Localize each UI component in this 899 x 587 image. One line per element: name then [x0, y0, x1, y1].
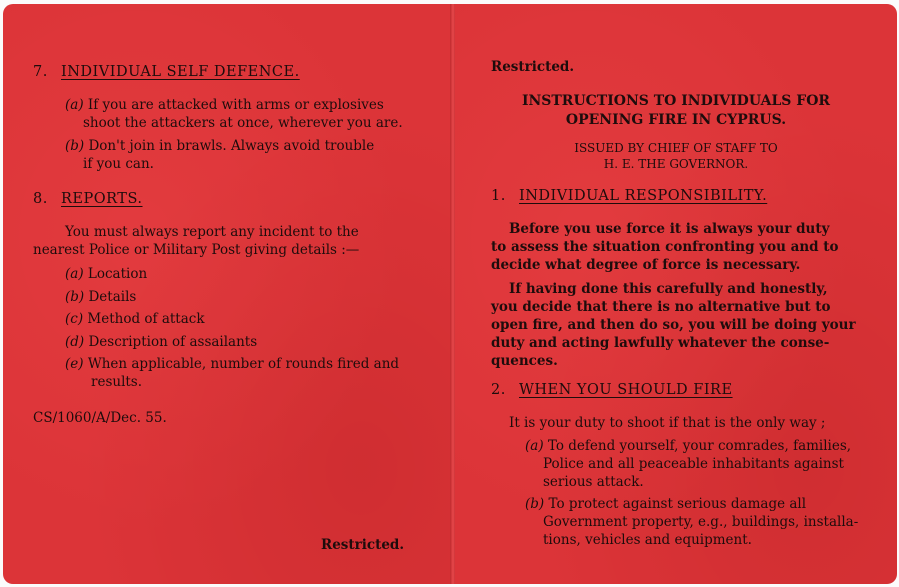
- section-2-item-a-cont-2: serious attack.: [543, 474, 644, 490]
- section-2-heading: 2. WHEN YOU SHOULD FIRE: [491, 382, 733, 398]
- section-7-item-b-cont: if you can.: [83, 156, 154, 172]
- issued-by: [455, 140, 897, 172]
- section-2-title: WHEN YOU SHOULD FIRE: [519, 382, 733, 398]
- issued-by-line-2: H. E. THE GOVERNOR.: [603, 157, 749, 171]
- reference-code: CS/1060/A/Dec. 55.: [33, 410, 167, 426]
- issued-by-line-1: ISSUED BY CHIEF OF STAFF TO: [574, 141, 778, 155]
- section-8-item-a: (a) Location: [65, 266, 148, 282]
- section-1-para-1-line-3: decide what degree of force is necessary.: [491, 257, 801, 273]
- left-page: [3, 4, 451, 584]
- section-7-title: INDIVIDUAL SELF DEFENCE.: [61, 64, 300, 80]
- section-1-para-1-line-2: to assess the situation confronting you and to: [491, 239, 839, 255]
- section-2-item-b-cont-1: Government property, e.g., buildings, installa-: [543, 514, 859, 530]
- section-1-heading: 1. INDIVIDUAL RESPONSIBILITY.: [491, 188, 768, 204]
- section-8-item-b: (b) Details: [65, 289, 137, 305]
- section-8-intro-line-2: nearest Police or Military Post giving details :—: [33, 242, 360, 258]
- right-page: [455, 4, 897, 584]
- section-1-para-2-line-3: open fire, and then do so, you will be doing your: [491, 317, 856, 333]
- section-7-item-a-cont: shoot the attackers at once, wherever you are.: [83, 115, 403, 131]
- item-line: If you are attacked with arms or explosives: [87, 97, 384, 113]
- section-2-item-a-cont-1: Police and all peaceable inhabitants against: [543, 456, 844, 472]
- section-8-item-c: (c) Method of attack: [65, 311, 205, 327]
- section-1-para-2-line-1: If having done this carefully and honestly,: [509, 281, 828, 297]
- item-line: Don't join in brawls. Always avoid trouble: [88, 138, 375, 154]
- section-1-title: INDIVIDUAL RESPONSIBILITY.: [519, 188, 768, 204]
- section-8-title: REPORTS.: [61, 191, 143, 207]
- section-8-intro-line-1: You must always report any incident to the: [65, 224, 359, 240]
- section-7-heading: 7. INDIVIDUAL SELF DEFENCE.: [33, 64, 300, 80]
- section-2-intro: It is your duty to shoot if that is the only way ;: [509, 415, 826, 431]
- section-8-item-e-cont: results.: [91, 374, 143, 390]
- section-1-para-1-line-1: Before you use force it is always your duty: [509, 221, 830, 237]
- right-header-restricted: Restricted.: [491, 59, 575, 75]
- document-title-line-1: INSTRUCTIONS TO INDIVIDUALS FOR: [521, 93, 831, 109]
- section-7-item-a: [65, 96, 384, 114]
- document-title-line-2: OPENING FIRE IN CYPRUS.: [565, 112, 787, 128]
- item-marker: (a): [65, 97, 84, 113]
- section-1-para-2-line-5: quences.: [491, 353, 558, 369]
- section-2-item-b-cont-2: tions, vehicles and equipment.: [543, 532, 752, 548]
- section-1-para-2-line-4: duty and acting lawfully whatever the conse-: [491, 335, 830, 351]
- section-2-item-b: (b) To protect against serious damage all: [525, 496, 807, 512]
- section-8-item-d: (d) Description of assailants: [65, 334, 258, 350]
- section-7-item-b: [65, 137, 374, 155]
- section-2-item-a: (a) To defend yourself, your comrades, families,: [525, 438, 852, 454]
- section-8-item-e: (e) When applicable, number of rounds fired and: [65, 356, 400, 372]
- section-8-heading: 8. REPORTS.: [33, 191, 143, 207]
- item-marker: (b): [65, 138, 85, 154]
- document-title: [455, 92, 897, 130]
- pamphlet: [3, 4, 897, 584]
- section-1-para-2-line-2: you decide that there is no alternative but to: [491, 299, 831, 315]
- left-footer-restricted: Restricted.: [321, 537, 405, 553]
